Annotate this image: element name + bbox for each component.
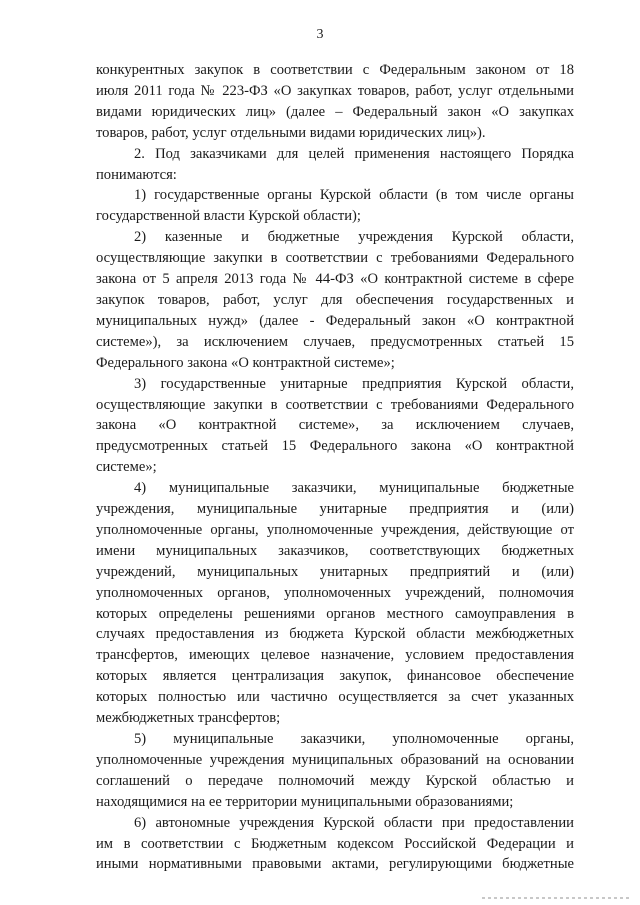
text-line: которых является централизация закупок, финансовое обеспечение	[96, 668, 574, 685]
text-line: товаров, работ, услуг отдельными видами юридических лиц»).	[96, 124, 486, 141]
text-line: иными нормативными правовыми актами, регулирующими бюджетные	[96, 856, 574, 873]
text-line: 2) казенные и бюджетные учреждения Курской области,	[134, 229, 574, 246]
text-line: 4) муниципальные заказчики, муниципальные бюджетные	[134, 480, 574, 497]
text-line: им в соответствии с Бюджетным кодексом Российской Федерации и	[96, 835, 574, 852]
text-line: закона «О контрактной системе», за исключением случаев,	[96, 417, 574, 434]
text-line: 2. Под заказчиками для целей применения настоящего Порядка	[134, 145, 574, 162]
text-line: случаях предоставления из бюджета Курской области межбюджетных	[96, 626, 574, 643]
text-line: учреждений, муниципальных унитарных предприятий и (или)	[96, 563, 574, 580]
document-body	[96, 60, 574, 875]
text-line: видами юридических лиц» (далее – Федеральный закон «О закупках	[96, 103, 574, 120]
text-line: июля 2011 года № 223-ФЗ «О закупках товаров, работ, услуг отдельными	[96, 82, 574, 99]
text-line: уполномоченные органы, уполномоченные учреждения, действующие от	[96, 521, 574, 538]
text-line: системе»;	[96, 459, 157, 476]
text-line: закона от 5 апреля 2013 года № 44-ФЗ «О контрактной системе в сфере	[96, 271, 574, 288]
text-line: осуществляющие закупки в соответствии с требованиями Федерального	[96, 396, 574, 413]
text-line: учреждения, муниципальные унитарные предприятия и (или)	[96, 501, 574, 518]
page-number: 3	[316, 27, 324, 42]
text-line: уполномоченные учреждения муниципальных образований на основании	[96, 751, 574, 768]
text-line: системе»), за исключением случаев, предусмотренных статьей 15	[96, 333, 574, 350]
text-line: уполномоченных органов, уполномоченных учреждений, полномочия	[96, 584, 574, 601]
text-line: находящимися на ее территории муниципальными образованиями;	[96, 793, 514, 810]
text-line: предусмотренных статьей 15 Федерального закона «О контрактной	[96, 438, 574, 455]
text-line: закупок товаров, работ, услуг для обеспечения государственных и	[96, 291, 574, 308]
text-line: 5) муниципальные заказчики, уполномоченные органы,	[134, 731, 574, 747]
text-line: 3) государственные унитарные предприятия Курской области,	[134, 375, 574, 392]
text-line: Федерального закона «О контрактной системе»;	[96, 354, 395, 371]
text-line: которых определены решениями органов местного самоуправления в	[96, 605, 574, 622]
text-line: конкурентных закупок в соответствии с Федеральным законом от 18	[96, 62, 574, 78]
text-line: соглашений о передаче полномочий между Курской областью и	[96, 772, 574, 789]
text-line: понимаются:	[96, 166, 177, 183]
text-line: осуществляющие закупки в соответствии с требованиями Федерального	[96, 250, 574, 267]
scan-artifact	[482, 897, 632, 899]
text-line: государственной власти Курской области);	[96, 208, 361, 225]
text-line: муниципальных нужд» (далее - Федеральный закон «О контрактной	[96, 312, 574, 329]
text-line: 6) автономные учреждения Курской области при предоставлении	[134, 814, 574, 831]
text-line: межбюджетных трансфертов;	[96, 710, 281, 727]
text-line: которых полностью или частично осуществляется за счет указанных	[96, 689, 574, 706]
text-line: трансфертов, имеющих целевое назначение, условием предоставления	[96, 647, 574, 664]
text-line: имени муниципальных заказчиков, соответствующих бюджетных	[96, 542, 574, 559]
text-line: 1) государственные органы Курской области (в том числе органы	[134, 187, 574, 204]
